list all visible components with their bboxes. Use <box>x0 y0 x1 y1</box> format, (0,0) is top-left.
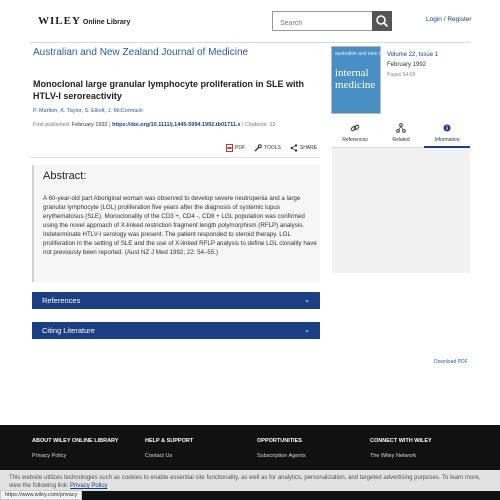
wiley-logo[interactable] <box>38 15 130 27</box>
footer-link-privacy-policy[interactable]: Privacy Policy <box>32 453 67 459</box>
tab-information[interactable] <box>424 120 470 148</box>
first-published-date: February 1992 <box>71 122 108 128</box>
search-button[interactable] <box>372 11 392 31</box>
doi-link[interactable]: https://doi.org/10.1111/j.1445-5994.1992.tb01711.x <box>112 122 241 128</box>
pdf-label: PDF <box>235 145 245 151</box>
pdf-button[interactable] <box>226 144 245 152</box>
search-input[interactable] <box>273 15 373 33</box>
share-button[interactable] <box>290 144 317 152</box>
link-icon <box>350 123 360 133</box>
tab-related-label: Related <box>392 137 410 143</box>
footer-heading-help: HELP & SUPPORT <box>145 438 194 444</box>
journal-cover-image[interactable] <box>331 46 396 114</box>
sidebar-tabs <box>332 120 470 148</box>
author-list[interactable]: P. Marlton, K. Taylor, S. Elliott, J. McCormack <box>33 108 143 114</box>
tab-references[interactable] <box>332 120 378 148</box>
article-title: Monoclonal large granular lymphocyte proliferation in SLE with HTLV-I seroreactivity <box>33 79 305 101</box>
cover-title: internal medicine <box>335 67 376 91</box>
tools-divider <box>30 157 320 158</box>
tab-related[interactable] <box>378 120 424 148</box>
share-icon <box>290 144 298 152</box>
tools-button[interactable] <box>254 144 281 152</box>
article-tools-bar <box>226 144 317 152</box>
login-register-link[interactable]: Login / Register <box>426 16 472 23</box>
abstract-text: A 60-year-old part Aboriginal woman was observed to develop severe neutropenia and a large granular lymphocyte (LGL) proliferation five years after the diagnosis of systemic lupus erythematosus (SLE). Monoclonality of the CD3 +, CD4 -, CD8 + LGL population was confirmed using the novel approach of X-linked restriction fragment length polymorphism (RFLP) analysis. Indeterminate HTLV-I serology was present. The patient responded to steroid therapy. LGL proliferation in the setting of SLE and the use of X-linked RFLP analysis to define LGL clonality have not previously been reported. (Aust NZ J Med 1992; 22: 54–55.) <box>43 195 317 256</box>
volume-issue-link[interactable]: Volume 22, Issue 1 <box>387 52 439 58</box>
footer-heading-opportunities: OPPORTUNITIES <box>257 438 302 444</box>
first-published-label: First published: <box>33 122 72 128</box>
chevron-down-icon: ⌄ <box>304 327 310 334</box>
footer-link-subscription-agents[interactable]: Subscription Agents <box>257 453 306 459</box>
header-divider <box>30 42 470 43</box>
tab-information-label: Information <box>434 137 460 143</box>
references-accordion-label: References <box>42 296 81 305</box>
status-bar-url: https://www.wiley.com/privacy <box>0 490 82 500</box>
cookie-message-text: This website utilizes technologies such as cookies to enable essential site functionality, as well as for analytics, personalization, and targeted advertising purposes. To learn more, view the following link: <box>9 475 481 489</box>
search-icon <box>372 11 392 31</box>
cookie-banner <box>0 470 500 491</box>
abstract-section <box>32 165 320 282</box>
page-range: Pages 54-55 <box>387 72 416 78</box>
journal-title-link[interactable]: Australian and New Zealand Journal of Medicine <box>33 47 249 58</box>
logo-brand: WILEY <box>38 15 81 27</box>
cookie-privacy-policy-link[interactable]: Privacy Policy <box>70 483 108 489</box>
footer-link-wiley-network[interactable]: The Wiley Network <box>370 453 417 459</box>
cookie-message <box>9 474 489 490</box>
tools-label: TOOLS <box>264 145 281 151</box>
footer-link-contact-us[interactable]: Contact Us <box>145 453 173 459</box>
cover-subtitle: australian and new zealand <box>335 51 396 57</box>
abstract-heading: Abstract: <box>43 170 87 182</box>
issue-date: February 1992 <box>387 62 427 68</box>
citations-count[interactable]: Citations: 12 <box>245 122 276 128</box>
chevron-down-icon: ⌄ <box>304 297 310 304</box>
search-box <box>272 11 392 31</box>
logo-suffix: Online Library <box>82 19 131 26</box>
footer-heading-connect: CONNECT WITH WILEY <box>370 438 432 444</box>
information-panel <box>332 148 470 273</box>
pdf-icon <box>226 144 233 152</box>
publication-info: First published: February 1992 | https://doi.org/10.1111/j.1445-5994.1992.tb01711.x | Citations: 12 <box>33 122 276 128</box>
citing-literature-accordion-label: Citing Literature <box>42 326 95 335</box>
tab-references-label: References <box>342 137 368 143</box>
citing-literature-accordion[interactable] <box>32 322 320 339</box>
info-icon <box>442 123 452 133</box>
references-accordion[interactable] <box>32 292 320 309</box>
footer-heading-about: ABOUT WILEY ONLINE LIBRARY <box>32 438 119 444</box>
share-label: SHARE <box>299 145 318 151</box>
network-icon <box>396 123 406 133</box>
site-header <box>0 0 500 42</box>
download-pdf-link[interactable]: Download PDF <box>434 359 468 365</box>
wrench-icon <box>254 144 262 152</box>
